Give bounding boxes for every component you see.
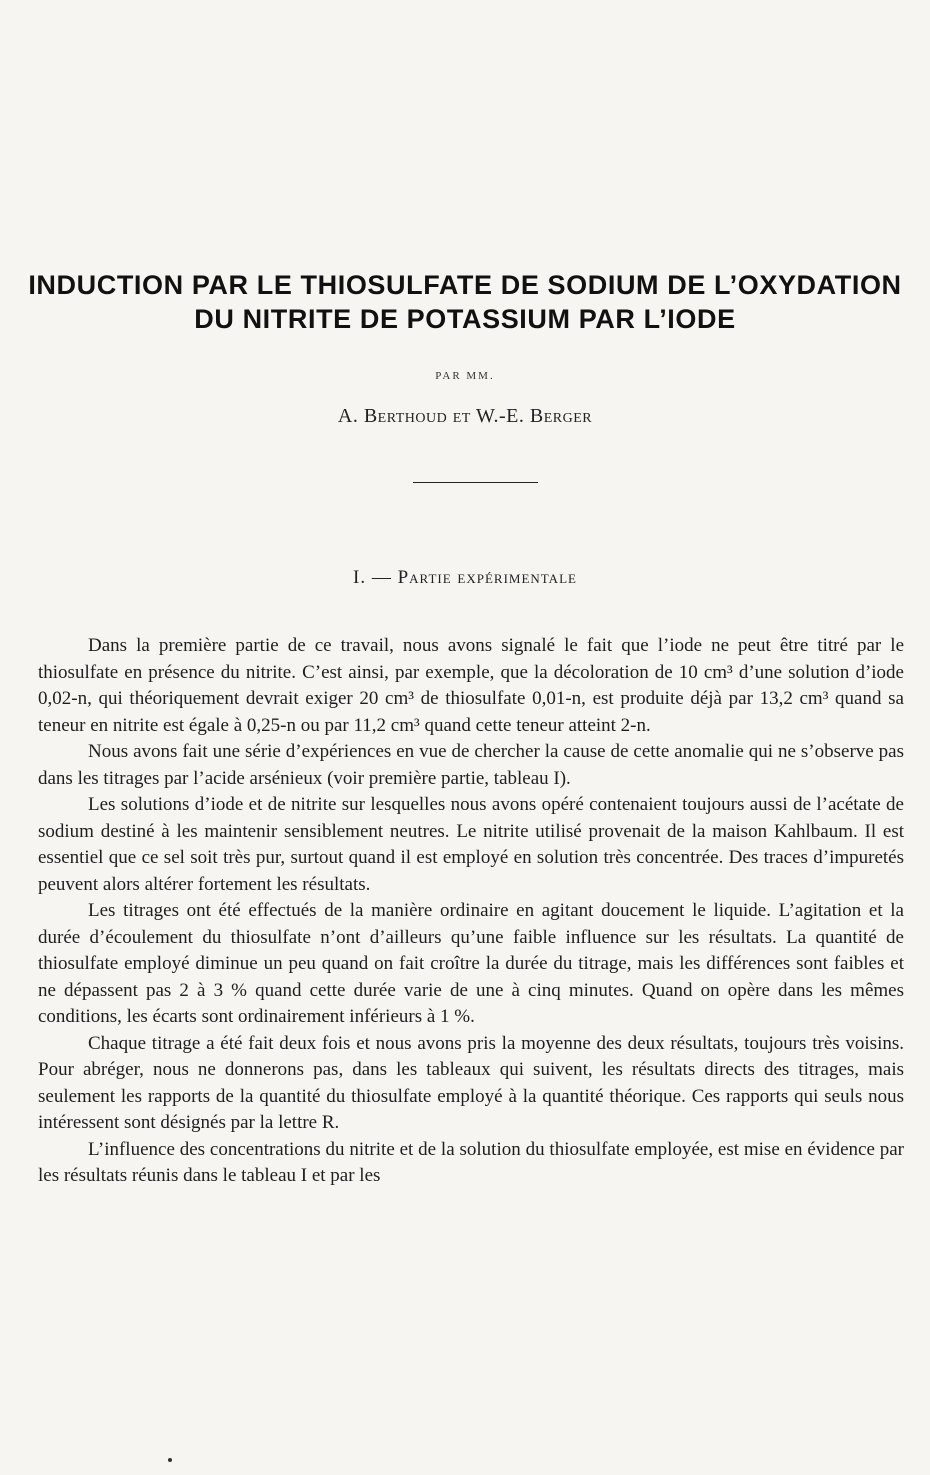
paragraph-3: Les solutions d’iode et de nitrite sur lesquelles nous avons opéré contenaient toujours aussi de l’acétate de sodium destiné à les maintenir sensiblement neutres. Le nitrite utilisé provenait de la maison Kahlbaum. Il est essentiel que ce sel soit très pur, surtout quand il est employé en solution très concentrée. Des traces d’impuretés peuvent alors altérer fortement les résultats. — [38, 794, 904, 895]
title-line-2: DU NITRITE DE POTASSIUM PAR L’IODE — [194, 304, 736, 334]
section-heading: I. — Partie expérimentale — [353, 567, 577, 588]
paragraph-4: Les titrages ont été effectués de la manière ordinaire en agitant doucement le liquide. L’agitation et la durée d’écoulement du thiosulfate n’ont d’ailleurs qu’une faible influence sur les résultats. La quantité de thiosulfate employé diminue un peu quand on fait croître la durée du titrage, mais les différences sont faibles et ne dépassent pas 2 à 3 % quand cette durée varie de une à cinq minutes. Quand on opère dans les mêmes conditions, les écarts sont ordinairement inférieurs à 1 %. — [38, 900, 904, 1027]
scan-speck — [168, 1458, 172, 1462]
article-title — [20, 268, 910, 336]
authors: A. Berthoud et W.-E. Berger — [337, 405, 593, 427]
byline-prefix: PAR MM. — [435, 370, 495, 382]
paragraph-6: L’influence des concentrations du nitrite et de la solution du thiosulfate employée, est mise en évidence par les résultats réunis dans le tableau I et par les — [38, 1138, 904, 1186]
title-line-1: INDUCTION PAR LE THIOSULFATE DE SODIUM DE L’OXYDATION — [28, 270, 902, 300]
paragraph-1: Dans la première partie de ce travail, nous avons signalé le fait que l’iode ne peut être titré par le thiosulfate en présence du nitrite. C’est ainsi, par exemple, que la décoloration de 10 cm³ d’une solution d’iode 0,02-n, qui théoriquement devrait exiger 20 cm³ de thiosulfate 0,01-n, est produite déjà par 13,2 cm³ quand sa teneur en nitrite est égale à 0,25-n ou par 11,2 cm³ quand cette teneur atteint 2-n. — [38, 635, 904, 736]
separator-rule — [413, 482, 538, 483]
paragraph-2: Nous avons fait une série d’expériences en vue de chercher la cause de cette anomalie qui ne s’observe pas dans les titrages par l’acide arsénieux (voir première partie, tableau I). — [38, 741, 904, 789]
paragraph-5: Chaque titrage a été fait deux fois et nous avons pris la moyenne des deux résultats, toujours très voisins. Pour abréger, nous ne donnerons pas, dans les tableaux qui suivent, les résultats directs des titrages, mais seulement les rapports de la quantité du thiosulfate employé à la quantité théorique. Ces rapports qui seuls nous intéressent sont désignés par la lettre R. — [38, 1032, 904, 1133]
body-text — [38, 633, 904, 1190]
